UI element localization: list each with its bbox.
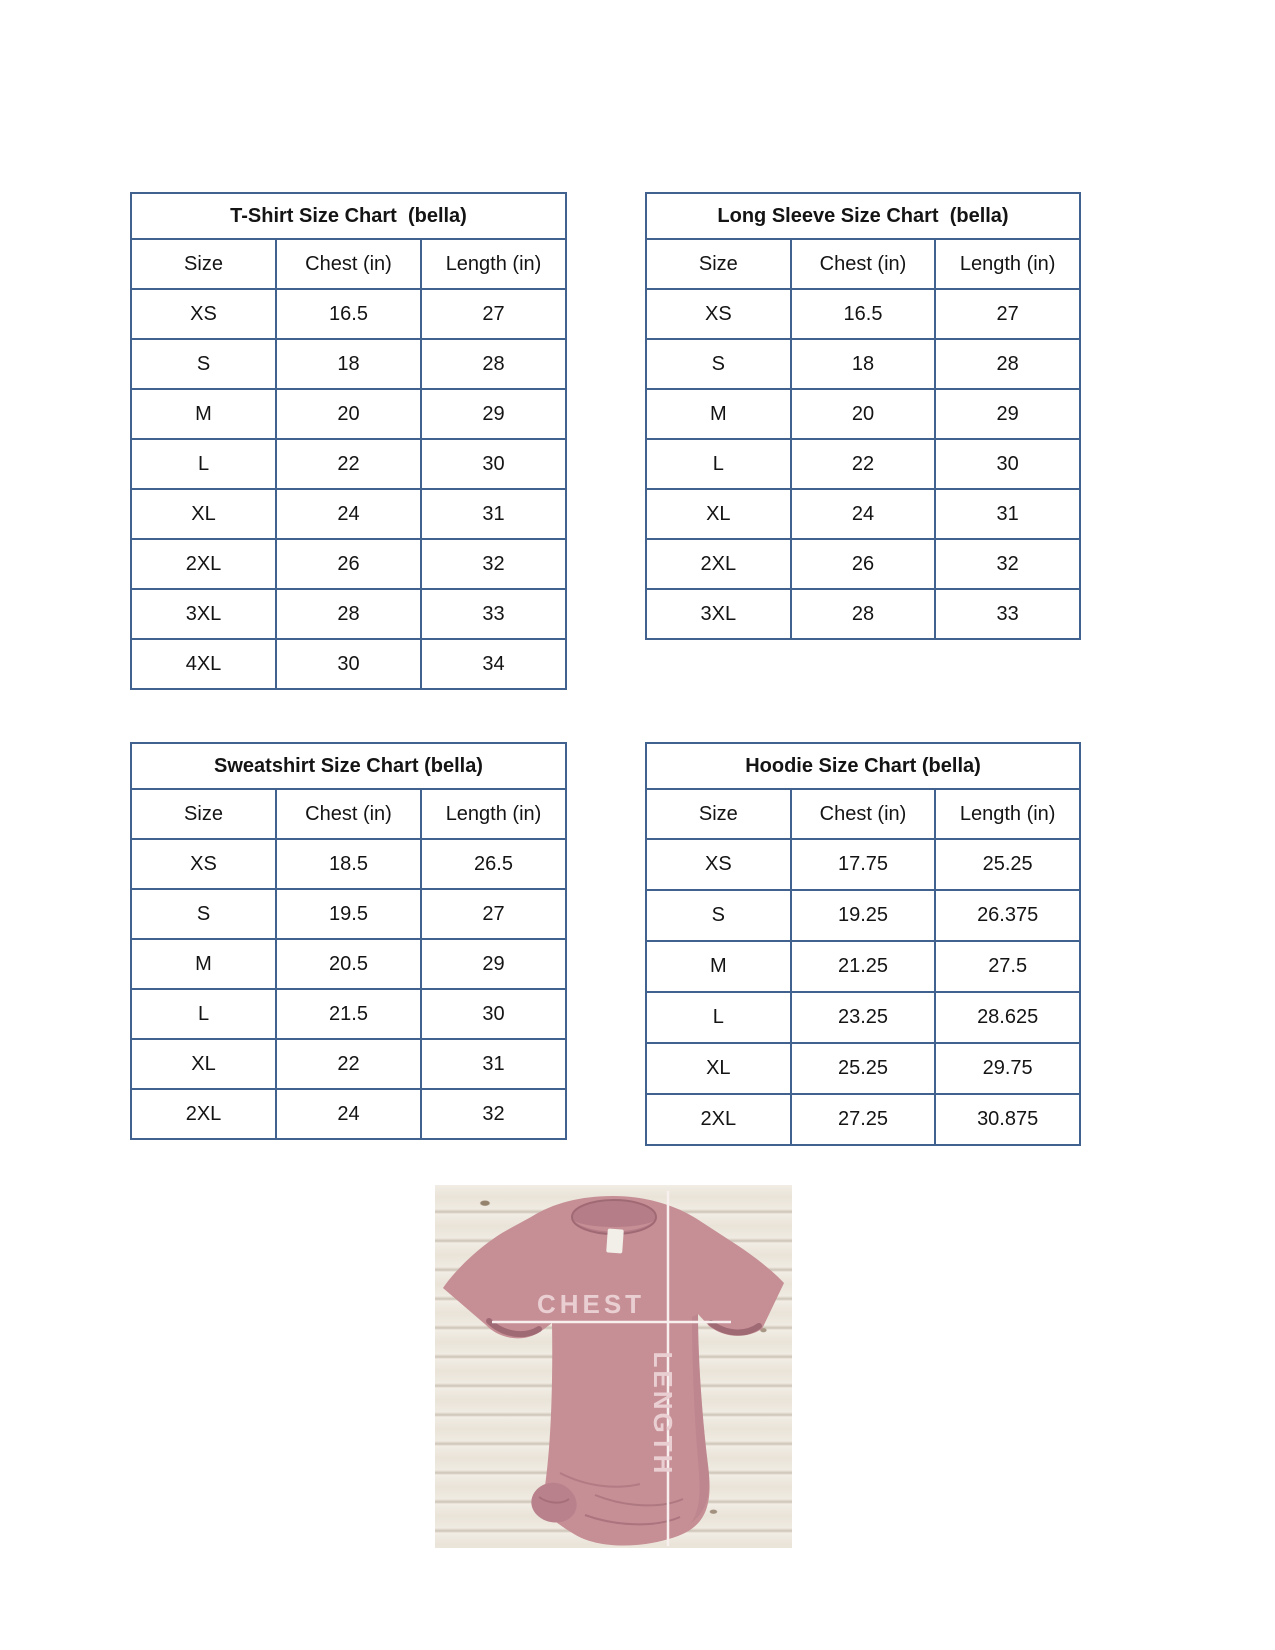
table-cell: 24 <box>276 1089 421 1139</box>
table-cell: 22 <box>791 439 936 489</box>
table-cell: XL <box>646 1043 791 1094</box>
table-cell: 31 <box>421 1039 566 1089</box>
table-cell: 33 <box>421 589 566 639</box>
table-row <box>131 389 566 439</box>
longsleeve-table-title: Long Sleeve Size Chart (bella) <box>646 193 1080 239</box>
table-cell: 22 <box>276 1039 421 1089</box>
table-cell: 26 <box>276 539 421 589</box>
table-cell: 29 <box>935 389 1080 439</box>
neck-tag <box>606 1228 624 1253</box>
table-cell: XS <box>131 839 276 889</box>
table-cell: 32 <box>421 539 566 589</box>
table-row <box>646 389 1080 439</box>
table-cell: L <box>131 439 276 489</box>
table-cell: 4XL <box>131 639 276 689</box>
table-header-row <box>131 789 566 839</box>
column-header-length: Length (in) <box>421 789 566 839</box>
table-row <box>646 289 1080 339</box>
column-header-length: Length (in) <box>935 239 1080 289</box>
table-row <box>646 890 1080 941</box>
table-row <box>646 339 1080 389</box>
table-cell: 27.25 <box>791 1094 936 1145</box>
table-cell: 24 <box>791 489 936 539</box>
tshirt-size-table <box>130 192 567 690</box>
table-cell: 29.75 <box>935 1043 1080 1094</box>
table-row <box>131 339 566 389</box>
table-cell: 22 <box>276 439 421 489</box>
table-row <box>131 1039 566 1089</box>
table-cell: 26.375 <box>935 890 1080 941</box>
table-row <box>646 489 1080 539</box>
table-cell: 16.5 <box>276 289 421 339</box>
table-row <box>131 289 566 339</box>
sweatshirt-size-table <box>130 742 567 1140</box>
table-cell: 30 <box>276 639 421 689</box>
table-cell: 3XL <box>131 589 276 639</box>
tshirt-illustration <box>435 1185 792 1548</box>
column-header-chest: Chest (in) <box>791 789 936 839</box>
table-title-row <box>131 193 566 239</box>
table-cell: 31 <box>421 489 566 539</box>
hoodie-size-table <box>645 742 1081 1146</box>
table-row <box>131 439 566 489</box>
hoodie-table-title: Hoodie Size Chart (bella) <box>646 743 1080 789</box>
table-cell: XS <box>646 839 791 890</box>
table-cell: 27 <box>421 289 566 339</box>
table-header-row <box>646 789 1080 839</box>
table-cell: L <box>646 992 791 1043</box>
table-row <box>646 539 1080 589</box>
table-cell: S <box>131 339 276 389</box>
table-cell: 2XL <box>131 1089 276 1139</box>
table-row <box>131 1089 566 1139</box>
table-cell: 20 <box>276 389 421 439</box>
table-cell: XS <box>646 289 791 339</box>
table-cell: 18.5 <box>276 839 421 889</box>
table-cell: 25.25 <box>935 839 1080 890</box>
table-cell: 30 <box>421 989 566 1039</box>
table-cell: 2XL <box>646 539 791 589</box>
table-cell: 27 <box>935 289 1080 339</box>
measurement-diagram-photo <box>435 1185 792 1548</box>
table-cell: 17.75 <box>791 839 936 890</box>
column-header-length: Length (in) <box>421 239 566 289</box>
column-header-size: Size <box>131 239 276 289</box>
column-header-size: Size <box>646 239 791 289</box>
table-cell: 30 <box>421 439 566 489</box>
table-cell: L <box>646 439 791 489</box>
table-cell: L <box>131 989 276 1039</box>
column-header-chest: Chest (in) <box>276 789 421 839</box>
table-row <box>131 639 566 689</box>
sweatshirt-table-title: Sweatshirt Size Chart (bella) <box>131 743 566 789</box>
column-header-chest: Chest (in) <box>276 239 421 289</box>
table-cell: M <box>131 939 276 989</box>
table-cell: 28 <box>276 589 421 639</box>
column-header-length: Length (in) <box>935 789 1080 839</box>
table-cell: 28.625 <box>935 992 1080 1043</box>
table-header-row <box>131 239 566 289</box>
table-row <box>646 839 1080 890</box>
table-cell: XL <box>646 489 791 539</box>
table-cell: XL <box>131 1039 276 1089</box>
table-cell: 16.5 <box>791 289 936 339</box>
table-cell: 19.5 <box>276 889 421 939</box>
table-cell: 33 <box>935 589 1080 639</box>
table-row <box>131 489 566 539</box>
table-cell: S <box>131 889 276 939</box>
longsleeve-size-table <box>645 192 1081 640</box>
table-title-row <box>131 743 566 789</box>
table-cell: 23.25 <box>791 992 936 1043</box>
chest-label: CHEST <box>536 1289 646 1319</box>
table-cell: M <box>131 389 276 439</box>
table-row <box>131 839 566 889</box>
table-cell: XL <box>131 489 276 539</box>
table-cell: 29 <box>421 389 566 439</box>
table-row <box>646 1043 1080 1094</box>
table-cell: 25.25 <box>791 1043 936 1094</box>
table-cell: 19.25 <box>791 890 936 941</box>
table-cell: 20.5 <box>276 939 421 989</box>
table-cell: 21.25 <box>791 941 936 992</box>
table-cell: 27.5 <box>935 941 1080 992</box>
table-row <box>131 539 566 589</box>
table-row <box>131 989 566 1039</box>
column-header-size: Size <box>131 789 276 839</box>
table-row <box>646 941 1080 992</box>
table-cell: S <box>646 890 791 941</box>
table-cell: 18 <box>276 339 421 389</box>
column-header-size: Size <box>646 789 791 839</box>
table-cell: 27 <box>421 889 566 939</box>
table-row <box>131 889 566 939</box>
column-header-chest: Chest (in) <box>791 239 936 289</box>
table-cell: 32 <box>935 539 1080 589</box>
length-label: LENGTH <box>648 1351 678 1477</box>
table-cell: 29 <box>421 939 566 989</box>
table-cell: 34 <box>421 639 566 689</box>
table-cell: 20 <box>791 389 936 439</box>
table-cell: 2XL <box>646 1094 791 1145</box>
table-row <box>646 1094 1080 1145</box>
table-cell: M <box>646 389 791 439</box>
table-cell: 18 <box>791 339 936 389</box>
table-title-row <box>646 743 1080 789</box>
table-cell: 32 <box>421 1089 566 1139</box>
table-row <box>646 992 1080 1043</box>
table-row <box>131 589 566 639</box>
table-cell: 31 <box>935 489 1080 539</box>
table-cell: 28 <box>421 339 566 389</box>
table-cell: 28 <box>935 339 1080 389</box>
table-cell: 26 <box>791 539 936 589</box>
table-cell: 26.5 <box>421 839 566 889</box>
table-row <box>131 939 566 989</box>
table-cell: 30.875 <box>935 1094 1080 1145</box>
tshirt-table-title: T-Shirt Size Chart (bella) <box>131 193 566 239</box>
table-header-row <box>646 239 1080 289</box>
table-cell: S <box>646 339 791 389</box>
table-cell: 3XL <box>646 589 791 639</box>
table-row <box>646 439 1080 489</box>
table-row <box>646 589 1080 639</box>
table-title-row <box>646 193 1080 239</box>
table-cell: M <box>646 941 791 992</box>
table-cell: 28 <box>791 589 936 639</box>
table-cell: 2XL <box>131 539 276 589</box>
table-cell: 24 <box>276 489 421 539</box>
table-cell: 21.5 <box>276 989 421 1039</box>
table-cell: XS <box>131 289 276 339</box>
table-cell: 30 <box>935 439 1080 489</box>
